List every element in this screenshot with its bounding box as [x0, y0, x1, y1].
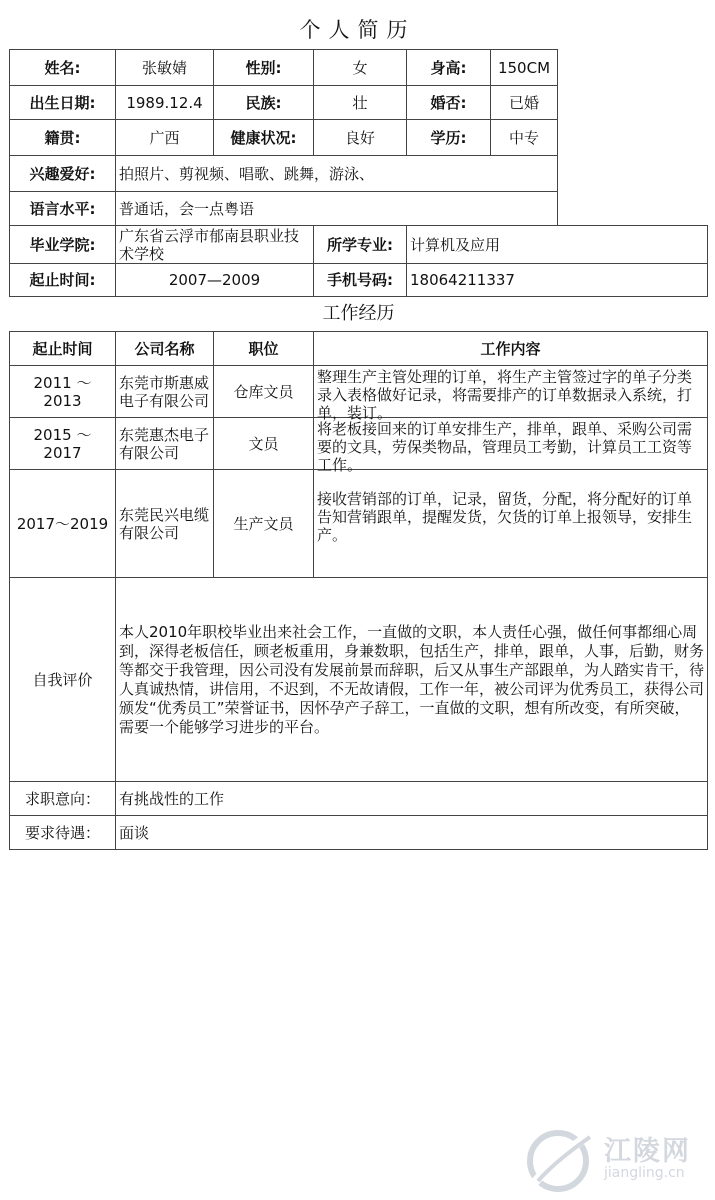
school-label: 毕业学院:	[10, 226, 116, 264]
basic-info-table	[9, 49, 558, 226]
page-title: 个人简历	[299, 18, 416, 42]
gender-value: 女	[314, 50, 407, 86]
table-row	[10, 470, 708, 578]
job-intent-value: 有挑战性的工作	[116, 782, 708, 816]
self-eval-label: 自我评价	[10, 578, 116, 782]
height-label: 身高:	[407, 50, 491, 86]
major-value: 计算机及应用	[407, 226, 708, 264]
period-value: 2007—2009	[116, 264, 314, 297]
ethnic-label: 民族:	[214, 86, 314, 120]
education-table	[9, 225, 708, 332]
period-label: 起止时间:	[10, 264, 116, 297]
watermark-logo-icon	[520, 1125, 600, 1195]
ethnic-value: 壮	[314, 86, 407, 120]
work-history-table	[9, 331, 708, 850]
health-label: 健康状况:	[214, 120, 314, 156]
health-value: 良好	[314, 120, 407, 156]
table-row	[10, 418, 708, 470]
watermark-domain: jiangling.cn	[604, 1165, 685, 1181]
birth-value: 1989.12.4	[116, 86, 214, 120]
hobby-value: 拍照片、剪视频、唱歌、跳舞，游泳、	[116, 156, 558, 192]
name-label: 姓名:	[10, 50, 116, 86]
name-value: 张敏婧	[116, 50, 214, 86]
birth-label: 出生日期:	[10, 86, 116, 120]
phone-label: 手机号码:	[314, 264, 407, 297]
origin-label: 籍贯:	[10, 120, 116, 156]
work-content: 将老板接回来的订单安排生产，排单，跟单、采购公司需要的文具，劳保类物品，管理员工考勤，计算员工工资等工作。	[317, 420, 693, 474]
edu-value: 中专	[491, 120, 558, 156]
work-header-period: 起止时间	[10, 332, 116, 366]
work-period: 2011 ～ 2013	[10, 366, 116, 418]
salary-label: 要求待遇：	[10, 816, 116, 850]
work-header-content: 工作内容	[314, 332, 708, 366]
work-position: 仓库文员	[214, 366, 314, 418]
hobby-label: 兴趣爱好:	[10, 156, 116, 192]
phone-value: 18064211337	[407, 264, 708, 297]
work-position: 文员	[214, 418, 314, 470]
work-header-company: 公司名称	[116, 332, 214, 366]
marital-label: 婚否:	[407, 86, 491, 120]
work-period: 2017～2019	[10, 470, 116, 578]
site-watermark	[520, 1125, 710, 1195]
self-eval-text: 本人2010年职校毕业出来社会工作，一直做的文职，本人责任心强，做任何事都细心周到，深得老板信任，顾老板重用，身兼数职，包括生产，排单，跟单，人事，后勤，财务等都交于我管理，因公司没有发展前景而辞职，后又从事生产部跟单，为人踏实肯干，待人真诚热情，讲信用，不迟到，不无故请假，工作一年，被公司评为优秀员工，获得公司颁发“优秀员工”荣誉证书，因怀孕产子辞工，一直做的文职，想有所改变，有所突破，需要一个能够学习进步的平台。	[116, 578, 708, 782]
watermark-site-name: 江陵网	[604, 1136, 691, 1167]
job-intent-label: 求职意向：	[10, 782, 116, 816]
origin-value: 广西	[116, 120, 214, 156]
edu-label: 学历:	[407, 120, 491, 156]
work-section-title: 工作经历	[10, 297, 708, 332]
work-position: 生产文员	[214, 470, 314, 578]
work-content: 整理生产主管处理的订单，将生产主管签过字的单子分类录入表格做好记录，将需要排产的订单数据录入系统，打单，装订。	[317, 368, 693, 422]
work-header-position: 职位	[214, 332, 314, 366]
work-company: 东莞市斯惠威电子有限公司	[116, 366, 214, 418]
gender-label: 性别:	[214, 50, 314, 86]
language-label: 语言水平:	[10, 192, 116, 226]
major-label: 所学专业:	[314, 226, 407, 264]
work-company: 东莞惠杰电子有限公司	[116, 418, 214, 470]
work-company: 东莞民兴电缆有限公司	[116, 470, 214, 578]
table-row	[10, 366, 708, 418]
school-value: 广东省云浮市郁南县职业技术学校	[116, 226, 314, 264]
height-value: 150CM	[491, 50, 558, 86]
language-value: 普通话，会一点粤语	[116, 192, 558, 226]
marital-value: 已婚	[491, 86, 558, 120]
salary-value: 面谈	[116, 816, 708, 850]
work-period: 2015 ～ 2017	[10, 418, 116, 470]
work-content: 接收营销部的订单，记录，留货，分配，将分配好的订单告知营销跟单，提醒发货，欠货的订单上报领导，安排生产。	[314, 470, 708, 578]
